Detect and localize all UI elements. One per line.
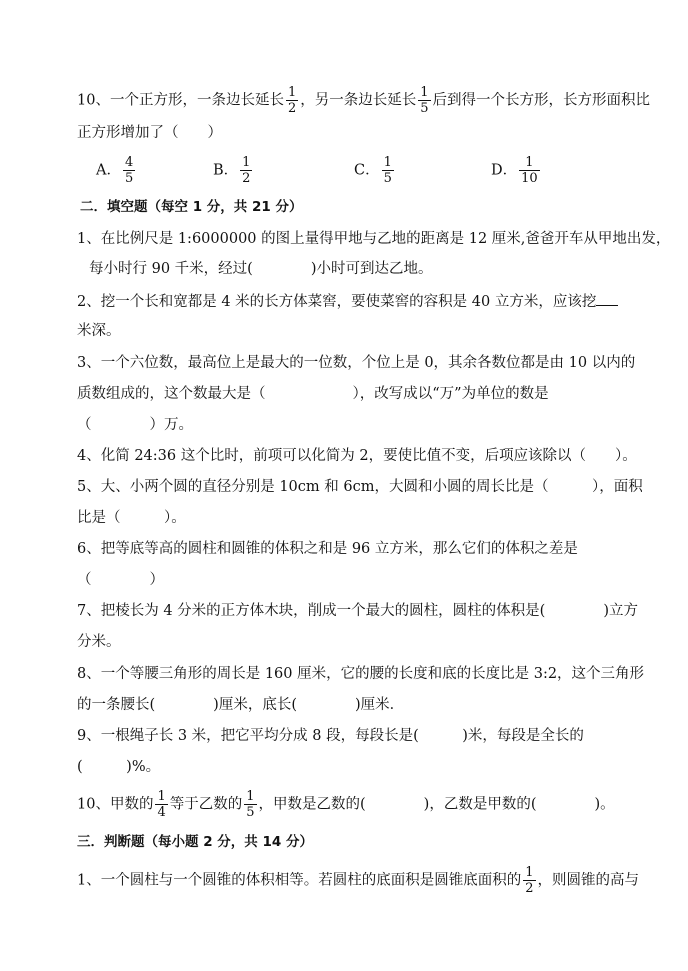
option-label: B． — [213, 162, 239, 179]
fraction — [244, 790, 256, 819]
question-10-line-1 — [77, 86, 650, 115]
text: 等于乙数的 — [169, 796, 243, 813]
fill-q7-line-2: 分米。 — [77, 634, 121, 650]
fill-q9-line-2: ( )%。 — [77, 759, 161, 775]
judge-q1-line-1 — [77, 866, 639, 895]
denominator: 2 — [242, 171, 251, 186]
fill-q7-line-1: 7、把棱长为 4 分米的正方体木块，削成一个最大的圆柱，圆柱的体积是( )立方 — [77, 603, 638, 619]
text: 10、甲数的 — [77, 796, 154, 813]
fill-q5-line-2: 比是（ ）。 — [77, 510, 186, 526]
fraction — [523, 866, 535, 895]
text: 2、挖一个长和宽都是 4 米的长方体菜窖，要使菜窖的容积是 40 立方米，应该挖 — [77, 294, 597, 310]
numerator: 1 — [383, 155, 392, 170]
fraction — [418, 86, 430, 115]
fraction — [519, 156, 540, 185]
text: 1、一个圆柱与一个圆锥的体积相等。若圆柱的底面积是圆锥底面积的 — [77, 872, 522, 889]
fill-q10 — [77, 790, 615, 819]
numerator: 1 — [246, 789, 255, 804]
answer-underline[interactable] — [596, 291, 618, 306]
denominator: 4 — [157, 805, 166, 820]
section-2-title: 二．填空题（每空 1 分，共 21 分） — [80, 199, 303, 215]
option-c[interactable] — [354, 156, 396, 185]
text: 后到得一个长方形，长方形面积比 — [432, 92, 651, 109]
numerator: 1 — [287, 85, 297, 100]
option-label: D． — [491, 162, 518, 179]
option-d[interactable] — [491, 156, 542, 185]
denominator: 2 — [287, 101, 297, 116]
fill-q8-line-2: 的一条腰长( )厘米，底长( )厘米． — [77, 697, 405, 713]
fill-q1-line-2: 每小时行 90 千米，经过( )小时可到达乙地。 — [89, 261, 433, 277]
fill-q6-line-1: 6、把等底等高的圆柱和圆锥的体积之和是 96 立方米，那么它们的体积之差是 — [77, 541, 578, 557]
fill-q4: 4、化简 24:36 这个比时，前项可以化简为 2，要使比值不变，后项应该除以（ ）。 — [77, 448, 637, 464]
fill-q9-line-1: 9、一根绳子长 3 米，把它平均分成 8 段，每段长是( )米，每段是全长的 — [77, 728, 584, 744]
denominator: 5 — [246, 805, 255, 820]
denominator: 5 — [124, 171, 134, 186]
numerator: 1 — [242, 155, 251, 170]
option-label: C． — [354, 162, 380, 179]
numerator: 1 — [157, 789, 166, 804]
option-b[interactable] — [213, 156, 254, 185]
fill-q5-line-1: 5、大、小两个圆的直径分别是 10cm 和 6cm，大圆和小圆的周长比是（ ），面积 — [77, 479, 643, 495]
option-label: A． — [96, 162, 121, 179]
numerator: 1 — [420, 85, 429, 100]
fill-q1-line-1: 1、在比例尺是 1:6000000 的图上量得甲地与乙地的距离是 12 厘米,爸爸开车从甲地出发， — [77, 231, 671, 247]
fill-q2-line-2: 米深。 — [77, 323, 121, 339]
section-3-title: 三．判断题（每小题 2 分，共 14 分） — [77, 834, 313, 850]
option-a[interactable] — [96, 156, 137, 185]
fill-q3-line-1: 3、一个六位数，最高位上是最大的一位数，个位上是 0，其余各数位都是由 10 以内的 — [77, 355, 636, 371]
numerator: 1 — [525, 865, 534, 880]
fraction — [240, 156, 252, 185]
denominator: 5 — [420, 101, 429, 116]
denominator: 10 — [521, 171, 538, 186]
fraction — [286, 86, 298, 115]
numerator: 1 — [519, 156, 540, 171]
fill-q2-line-1 — [77, 291, 618, 312]
fraction — [155, 790, 167, 819]
fill-q8-line-1: 8、一个等腰三角形的周长是 160 厘米，它的腰的长度和底的长度比是 3:2，这个三角形 — [77, 666, 645, 682]
text: ，甲数是乙数的( )，乙数是甲数的( )。 — [258, 796, 615, 813]
denominator: 5 — [383, 171, 392, 186]
text: ，则圆锥的高与 — [537, 872, 640, 889]
denominator: 2 — [525, 881, 534, 896]
fraction — [382, 156, 394, 185]
fill-q3-line-3: （ ）万。 — [77, 417, 193, 433]
fill-q6-line-2: （ ） — [77, 572, 164, 588]
numerator: 4 — [124, 155, 134, 170]
text: 10、一个正方形，一条边长延长 — [77, 92, 284, 109]
question-10-line-2: 正方形增加了（ ） — [77, 125, 222, 141]
fraction — [123, 156, 135, 185]
text: ，另一条边长延长 — [300, 92, 417, 109]
fill-q3-line-2: 质数组成的，这个数最大是（ ），改写成以“万”为单位的数是 — [77, 386, 549, 402]
